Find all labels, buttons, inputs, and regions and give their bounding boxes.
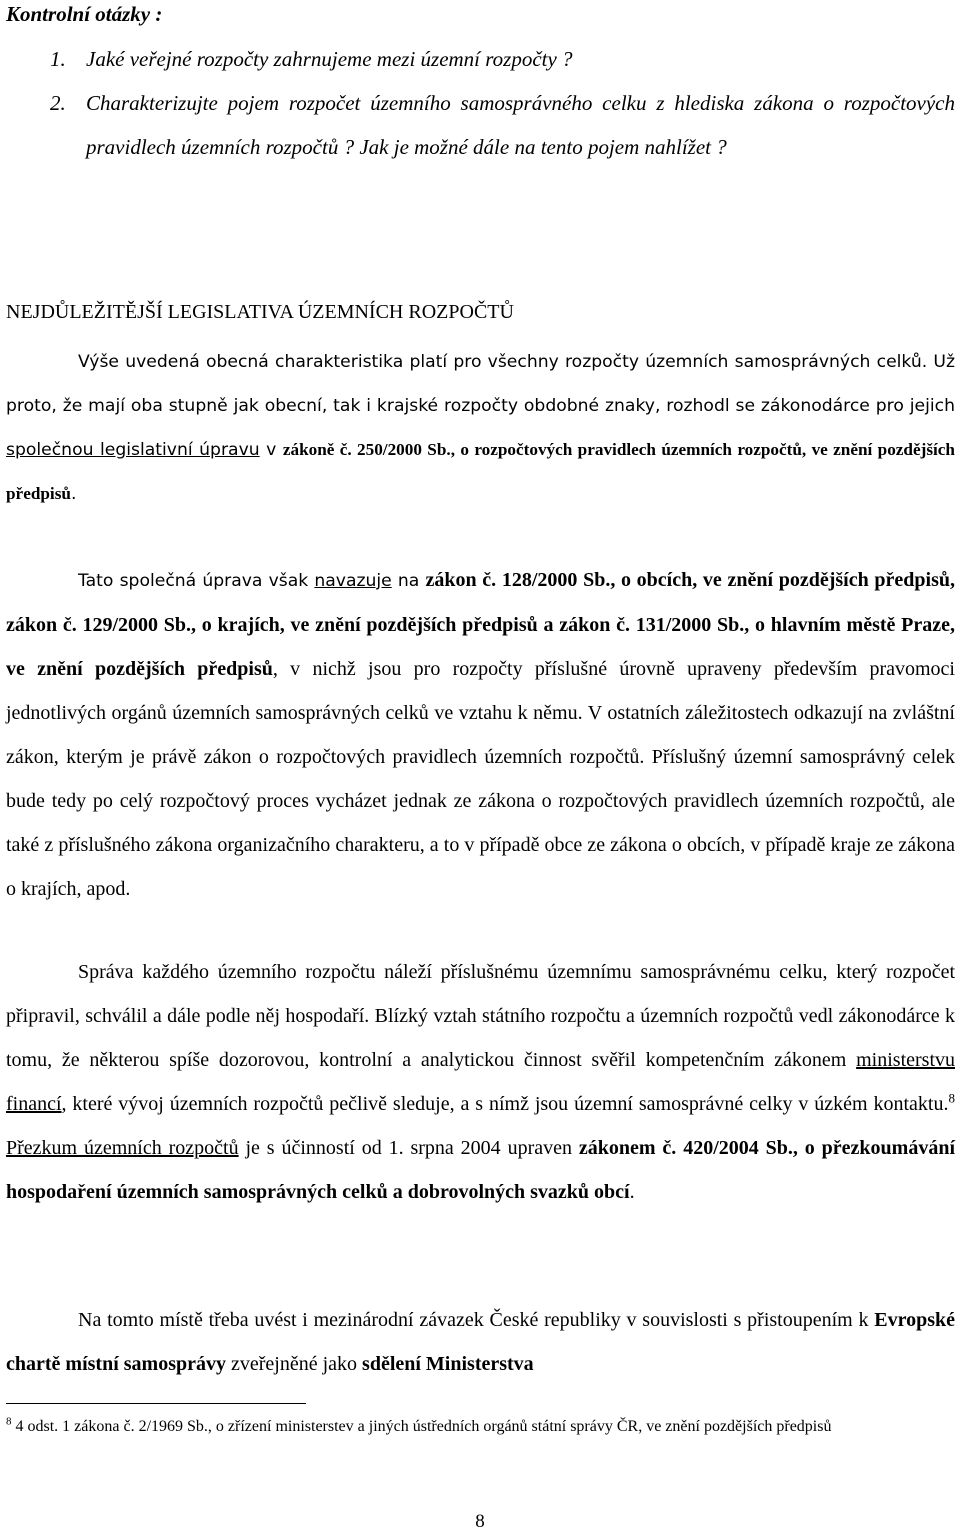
- p1-text-b: v: [259, 440, 283, 460]
- p4-text-b: zveřejněné jako: [225, 1353, 363, 1375]
- budget-review-link[interactable]: Přezkum územních rozpočtů: [6, 1137, 239, 1159]
- question-number: 2.: [50, 91, 66, 115]
- question-number: 1.: [50, 47, 66, 71]
- p3-text-e: .: [629, 1181, 635, 1203]
- navazuje-link[interactable]: navazuje: [314, 571, 392, 591]
- paragraph-2: [6, 558, 955, 911]
- p3-law-reference: zákonem č. 420/2004 Sb., o přezkoumávání hospodaření územních samosprávných celků a dobrovolných svazků obcí: [6, 1137, 955, 1203]
- p1-law-reference: zákoně č. 250/2000 Sb., o rozpočtových pravidlech územních rozpočtů, ve znění pozdějších předpisů: [6, 440, 955, 503]
- p3-text-d: je s účinností od 1. srpna 2004 upraven: [238, 1137, 579, 1159]
- footnote: [6, 1415, 955, 1439]
- european-charter: Evropské chartě místní samosprávy: [6, 1309, 955, 1375]
- p2-text-c: , v nichž jsou pro rozpočty příslušné úrovně upraveny především pravomoci jednotlivých orgánů územních samosprávných celků ve vztahu k němu. V ostatních záležitostech odkazují na zvláštní zákon, kterým je právě zákon o rozpočtových pravidlech územních rozpočtů. Příslušný územní samosprávný celek bude tedy po celý rozpočtový proces vycházet jednak ze zákona o rozpočtových pravidlech územních rozpočtů, ale také z příslušného zákona organizačního charakteru, a to v případě obce ze zákona o obcích, v případě kraje ze zákona o krajích, apod.: [6, 658, 955, 900]
- common-legislation-link[interactable]: společnou legislativní úpravu: [6, 440, 260, 460]
- footnote-reference[interactable]: 8: [948, 1090, 955, 1106]
- p2-text-b: na: [391, 571, 426, 591]
- p1-text-a: Výše uvedená obecná charakteristika platí pro všechny rozpočty územních samosprávných celků. Už proto, že mají oba stupně jak obecní, tak i krajské rozpočty obdobné znaky, rozhodl se zákonodárce pro jejich: [6, 352, 955, 416]
- question-text: Charakterizujte pojem rozpočet územního samosprávného celku z hlediska zákona o rozpočtových pravidlech územních rozpočtů ? Jak je možné dále na tento pojem nahlížet ?: [86, 91, 955, 159]
- p3-text-b: , které vývoj územních rozpočtů pečlivě sleduje, a s nímž jsou územní samosprávné celky v úzkém kontaktu.: [61, 1093, 949, 1115]
- footnote-mark: 8: [6, 1415, 12, 1428]
- p1-text-c: .: [70, 484, 77, 504]
- ministry-of-finance-link[interactable]: ministerstvu financí: [6, 1049, 955, 1115]
- question-item: [50, 81, 955, 169]
- footnote-divider: [6, 1403, 306, 1404]
- p2-text-a: Tato společná úprava však: [78, 571, 315, 591]
- footnote-text: 4 odst. 1 zákona č. 2/1969 Sb., o zřízení ministerstev a jiných ústředních orgánů státní správy ČR, ve znění pozdějších předpisů: [11, 1418, 832, 1435]
- paragraph-1: [6, 340, 955, 516]
- page-number: 8: [475, 1511, 485, 1532]
- p4-text-a: Na tomto místě třeba uvést i mezinárodní závazek České republiky v souvislosti s přistoupením k: [78, 1309, 875, 1331]
- section-heading: NEJDŮLEŽITĚJŠÍ LEGISLATIVA ÚZEMNÍCH ROZPOČTŮ: [6, 301, 514, 323]
- questions-title: Kontrolní otázky :: [6, 2, 163, 26]
- question-item: [50, 37, 955, 81]
- question-text: Jaké veřejné rozpočty zahrnujeme mezi územní rozpočty ?: [86, 47, 573, 71]
- paragraph-3: [6, 950, 955, 1214]
- ministry-notice: sdělení Ministerstva: [362, 1353, 534, 1375]
- p3-text-a: Správa každého územního rozpočtu náleží příslušnému územnímu samosprávnému celku, který rozpočet připravil, schválil a dále podle něj hospodaří. Blízký vztah státního rozpočtu a územních rozpočtů vedl zákonodárce k tomu, že některou spíše dozorovou, kontrolní a analytickou činnost svěřil kompetenčním zákonem: [6, 961, 955, 1071]
- paragraph-4: [6, 1298, 955, 1386]
- questions-list: [50, 37, 955, 169]
- p2-law-references: zákon č. 128/2000 Sb., o obcích, ve znění pozdějších předpisů, zákon č. 129/2000 Sb., o krajích, ve znění pozdějších předpisů a zákon č. 131/2000 Sb., o hlavním městě Praze, ve znění pozdějších předpisů: [6, 569, 955, 680]
